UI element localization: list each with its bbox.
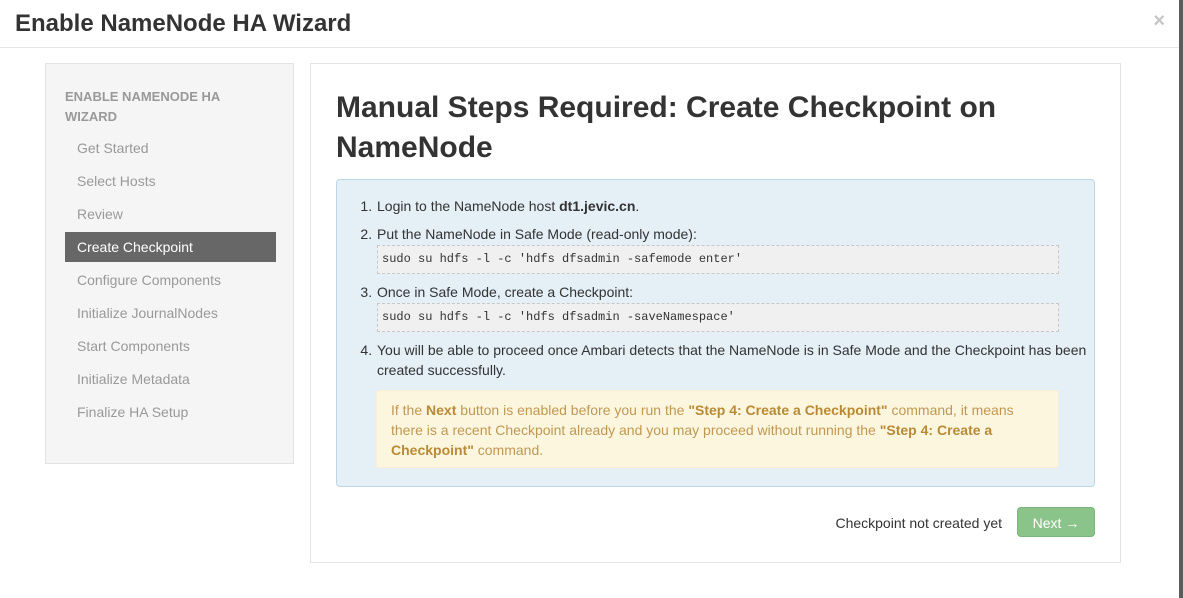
step1-prefix: Login to the NameNode host xyxy=(377,198,560,214)
sidebar-item-get-started[interactable]: Get Started xyxy=(77,140,149,156)
sidebar-item-start-components[interactable]: Start Components xyxy=(77,338,190,354)
wizard-main-panel xyxy=(310,63,1121,563)
warning-part3: command, it means there is a recent Checkpoint already and you may proceed without running the xyxy=(391,402,1014,438)
modal-header xyxy=(0,0,1179,48)
wizard-steps-nav xyxy=(65,133,276,430)
sidebar-item-select-hosts[interactable]: Select Hosts xyxy=(77,173,156,189)
page-title: Manual Steps Required: Create Checkpoint on NameNode xyxy=(336,91,997,164)
warning-next-word: Next xyxy=(426,402,457,418)
sidebar-item-initialize-metadata[interactable]: Initialize Metadata xyxy=(77,371,190,387)
window-right-edge xyxy=(1179,0,1183,598)
sidebar-heading: ENABLE NAMENODE HA WIZARD xyxy=(65,89,220,124)
checkpoint-warning-alert xyxy=(376,390,1059,468)
manual-steps-box xyxy=(336,179,1095,487)
close-icon[interactable]: × xyxy=(1153,10,1165,32)
warning-part2: button is enabled before you run the xyxy=(456,402,689,418)
step-item-proceed: 4. You will be able to proceed once Ambari detects that the NameNode is in Safe Mode and the Checkpoint has been created successfully. xyxy=(376,340,1098,380)
sidebar-item-create-checkpoint[interactable]: Create Checkpoint xyxy=(65,232,276,262)
sidebar-item-configure-components[interactable]: Configure Components xyxy=(77,272,221,288)
sidebar-item-initialize-journalnodes[interactable]: Initialize JournalNodes xyxy=(77,305,218,321)
checkpoint-status-text: Checkpoint not created yet xyxy=(835,515,1002,531)
sidebar-item-finalize-ha-setup[interactable]: Finalize HA Setup xyxy=(77,404,189,420)
steps-list xyxy=(337,196,1098,380)
warning-part4: command. xyxy=(473,442,544,458)
step-item-checkpoint xyxy=(376,282,1098,332)
warning-part1: If the xyxy=(391,402,427,418)
step3-text: 3. Once in Safe Mode, create a Checkpoint: xyxy=(377,284,634,300)
wizard-sidebar xyxy=(45,63,294,464)
namenode-host: dt1.jevic.cn xyxy=(559,198,636,214)
step-item-login xyxy=(376,196,1098,216)
warning-command-2: "Step 4: Create a Checkpoint" xyxy=(391,422,993,458)
step-item-safe-mode xyxy=(376,224,1098,274)
safemode-command[interactable]: sudo su hdfs -l -c 'hdfs dfsadmin -safemode enter' xyxy=(377,245,1059,274)
modal-title: Enable NameNode HA Wizard xyxy=(15,10,352,37)
warning-command-1: "Step 4: Create a Checkpoint" xyxy=(688,402,888,418)
sidebar-item-review[interactable]: Review xyxy=(77,206,123,222)
step1-suffix: . xyxy=(635,198,640,214)
save-namespace-command[interactable]: sudo su hdfs -l -c 'hdfs dfsadmin -saveNamespace' xyxy=(377,303,1059,332)
step2-text: 2. Put the NameNode in Safe Mode (read-only mode): xyxy=(377,226,697,242)
next-button[interactable]: Next → xyxy=(1017,507,1095,537)
